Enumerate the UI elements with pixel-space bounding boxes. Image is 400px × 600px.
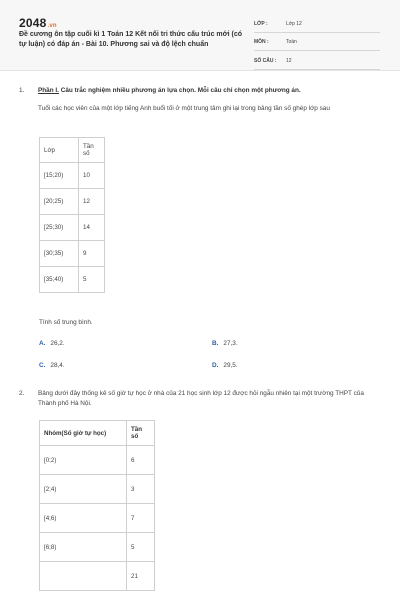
table-row xyxy=(40,446,155,475)
meta-value: Toán xyxy=(286,39,297,46)
question-intro: Bảng dưới đây thống kê số giờ tự học ở nhà của 21 học sinh lớp 12 được hỏi ngẫu nhiên tại một trường THPT của Thành phố Hà Nội. xyxy=(38,390,364,407)
table-cell: 6 xyxy=(127,446,155,475)
table-header: Tần số xyxy=(79,138,105,163)
table-row xyxy=(40,267,105,293)
option-label: A. xyxy=(39,340,46,347)
table-row xyxy=(40,215,105,241)
option-label: B. xyxy=(212,340,219,347)
table-row xyxy=(40,504,155,533)
table-row xyxy=(40,475,155,504)
question-number: 2. xyxy=(19,390,25,397)
table-cell: [4;6) xyxy=(40,504,127,533)
table-header-row xyxy=(40,421,155,446)
meta-key: LỚP : xyxy=(254,20,268,27)
table-cell: 10 xyxy=(79,163,105,189)
option-b[interactable] xyxy=(212,340,238,347)
table-header: Lớp xyxy=(40,138,79,163)
table-header-row xyxy=(40,138,105,163)
question-prompt: Tính số trung bình. xyxy=(39,319,93,326)
document-title: Đề cương ôn tập cuối kì 1 Toán 12 Kết nối tri thức cấu trúc mới (có tự luận) có đáp án - Bài 10. Phương sai và độ lệch chuẩn xyxy=(19,31,242,48)
table-cell: [6;8) xyxy=(40,533,127,562)
table-cell: [25;30) xyxy=(40,215,79,241)
table-cell: [35;40) xyxy=(40,267,79,293)
table-cell: [20;25) xyxy=(40,189,79,215)
table-row xyxy=(40,533,155,562)
question-body xyxy=(38,389,381,409)
table-row xyxy=(40,189,105,215)
option-label: D. xyxy=(212,362,219,369)
question-body xyxy=(38,86,381,114)
meta-value: Lớp 12 xyxy=(286,20,302,27)
site-logo[interactable] xyxy=(19,16,57,30)
table-row xyxy=(40,562,155,591)
meta-row-count xyxy=(254,53,380,70)
table-cell: [2;4) xyxy=(40,475,127,504)
section-label: Phần I. xyxy=(38,87,59,94)
table-cell: 21 xyxy=(127,562,155,591)
table-cell: 7 xyxy=(127,504,155,533)
question-intro: Tuổi các học viên của một lớp tiếng Anh buổi tối ở một trung tâm ghi lại trong bảng tần số ghép lớp sau xyxy=(38,105,330,112)
table-header: Nhóm(Số giờ tự học) xyxy=(40,421,127,446)
option-text: 28,4. xyxy=(50,362,65,369)
table-header: Tần số xyxy=(127,421,155,446)
table-cell: 5 xyxy=(127,533,155,562)
meta-row-subject xyxy=(254,35,380,52)
question-number: 1. xyxy=(19,87,25,94)
table-cell: 12 xyxy=(79,189,105,215)
answer-options xyxy=(39,340,379,380)
page-header xyxy=(0,0,400,71)
option-text: 29,5. xyxy=(223,362,238,369)
table-cell: [30;35) xyxy=(40,241,79,267)
option-c[interactable] xyxy=(39,362,65,369)
option-label: C. xyxy=(39,362,46,369)
meta-value: 12 xyxy=(286,57,292,64)
meta-row-class xyxy=(254,16,380,33)
section-instruction: Câu trắc nghiệm nhiều phương án lựa chọn. Mỗi câu chỉ chọn một phương án. xyxy=(58,87,301,94)
section-title xyxy=(38,86,381,96)
table-cell: 9 xyxy=(79,241,105,267)
option-d[interactable] xyxy=(212,362,238,369)
table-cell: 14 xyxy=(79,215,105,241)
frequency-table-2 xyxy=(39,420,155,591)
meta-key: MÔN : xyxy=(254,39,269,46)
option-text: 26,2. xyxy=(50,340,65,347)
option-text: 27,3. xyxy=(223,340,238,347)
table-cell: [15;20) xyxy=(40,163,79,189)
document-meta xyxy=(254,16,380,72)
table-cell: [0;2) xyxy=(40,446,127,475)
table-cell: 5 xyxy=(79,267,105,293)
logo-suffix: .vn xyxy=(47,23,57,29)
table-cell xyxy=(40,562,127,591)
table-row xyxy=(40,163,105,189)
logo-main: 2048 xyxy=(19,16,47,30)
frequency-table-1 xyxy=(39,137,105,293)
table-cell: 3 xyxy=(127,475,155,504)
table-row xyxy=(40,241,105,267)
meta-key: SỐ CÂU : xyxy=(254,57,277,64)
option-a[interactable] xyxy=(39,340,65,347)
